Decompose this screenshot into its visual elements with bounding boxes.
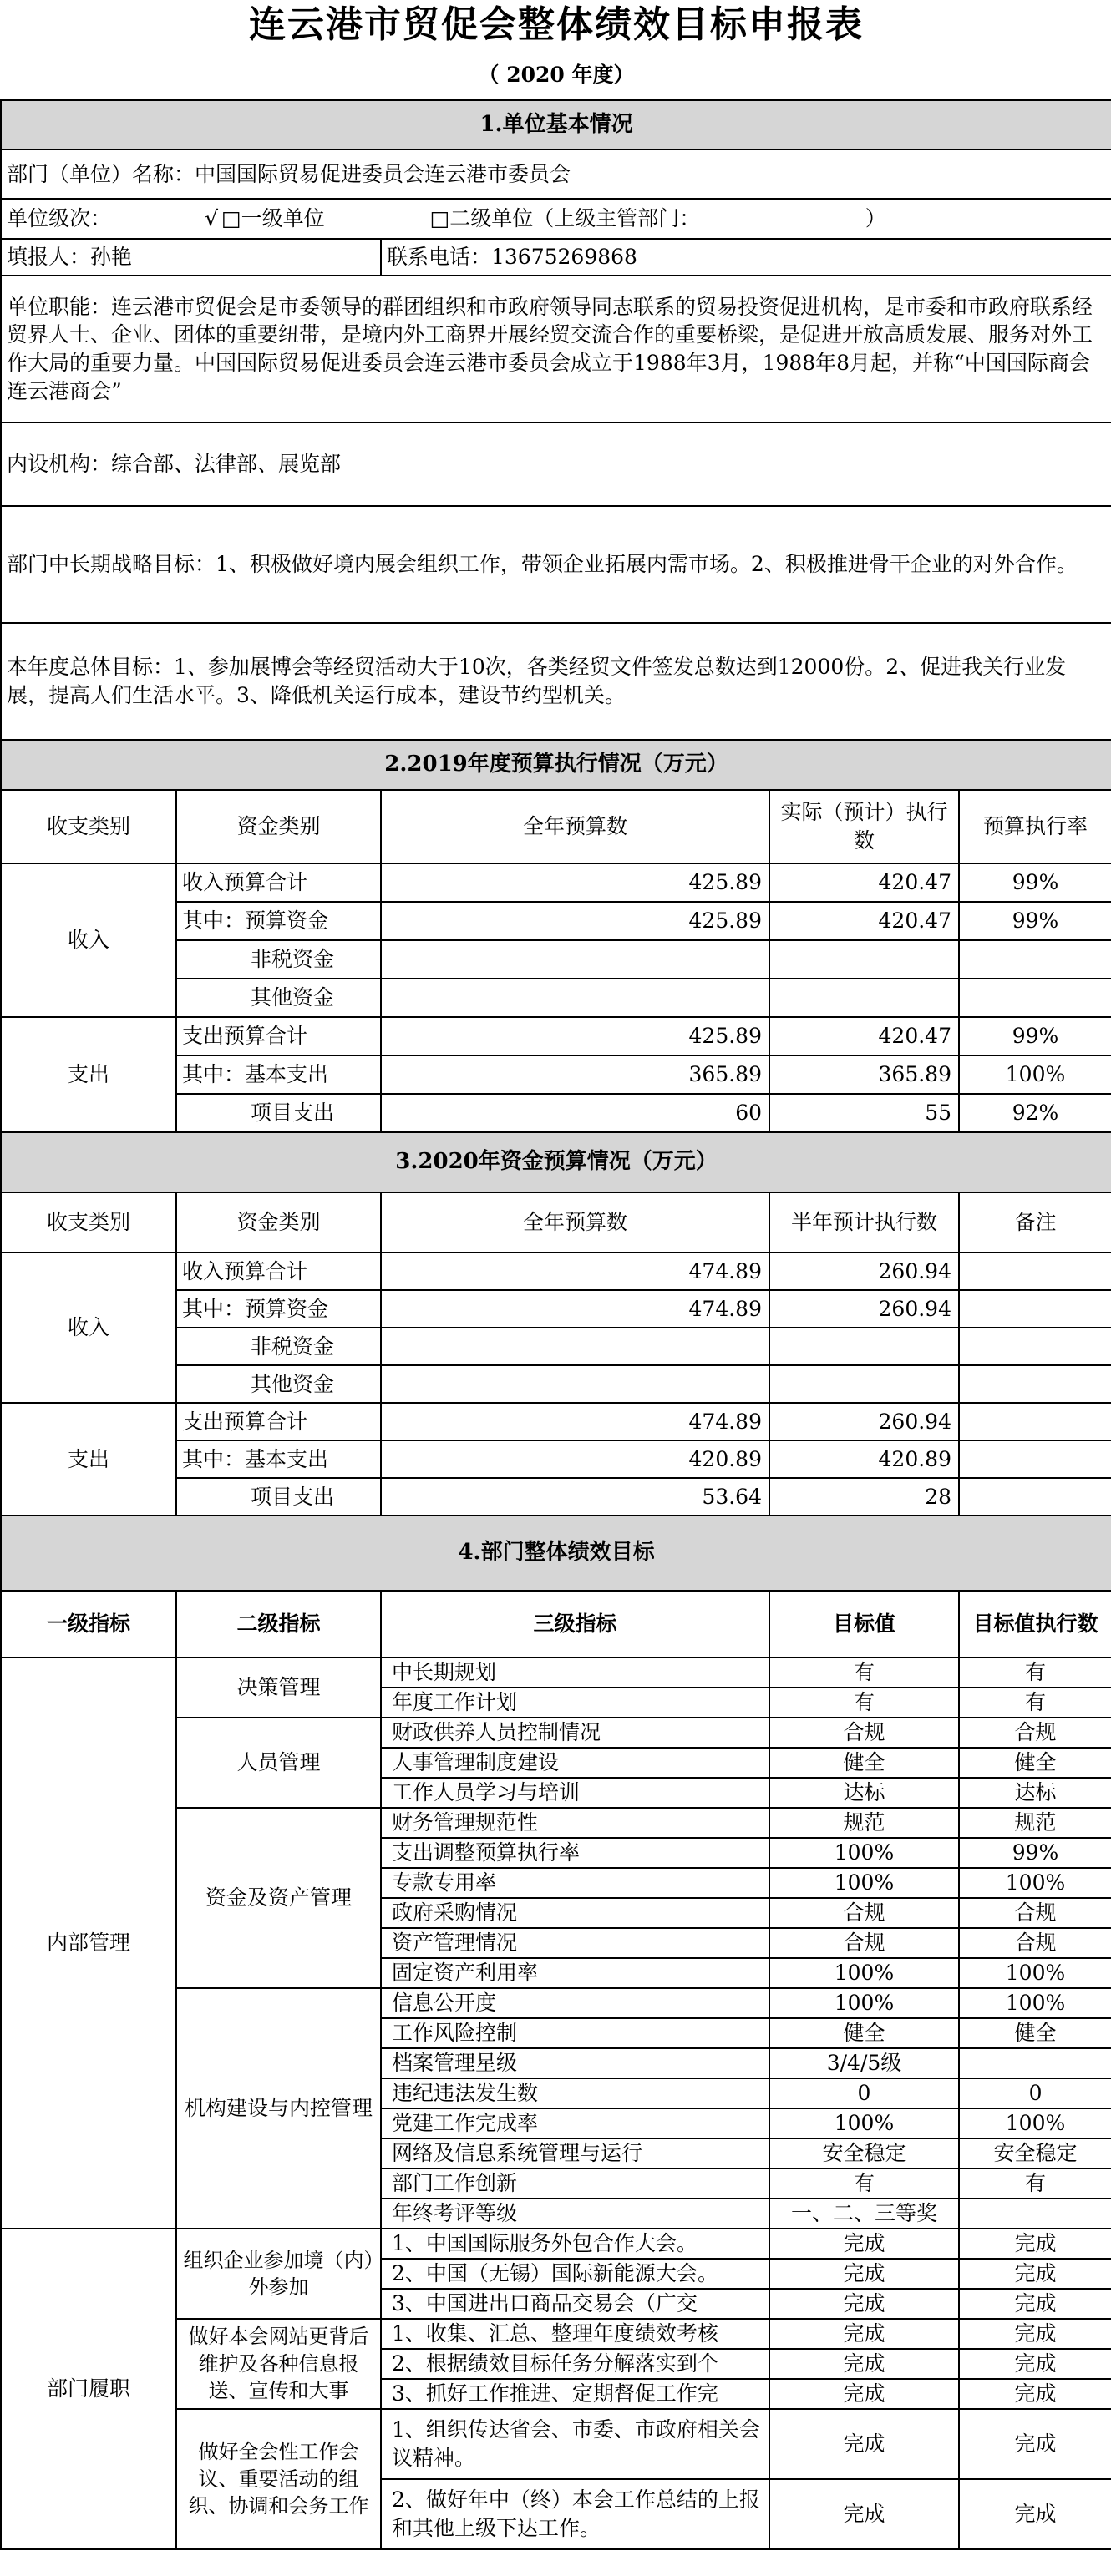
exec-value: 完成 — [959, 2479, 1111, 2549]
col-header: 收支类别 — [1, 790, 176, 863]
target-value: 完成 — [769, 2229, 959, 2259]
exec-value: 安全稳定 — [959, 2138, 1111, 2169]
year-line: （ 2020 年度） — [478, 62, 635, 87]
col-header: 收支类别 — [1, 1192, 176, 1253]
fund-type: 其中：预算资金 — [176, 902, 381, 940]
dept-name: 部门（单位）名称：中国国际贸易促进委员会连云港市委员会 — [1, 149, 1111, 199]
exec-rate: 99% — [959, 1017, 1111, 1055]
col-header: 目标值 — [769, 1591, 959, 1657]
exec-value: 100% — [959, 1868, 1111, 1898]
col-header: 目标值执行数 — [959, 1591, 1111, 1657]
l3-indicator: 档案管理星级 — [381, 2048, 769, 2078]
col-header: 资金类别 — [176, 1192, 381, 1253]
l3-indicator: 党建工作完成率 — [381, 2108, 769, 2138]
fund-type: 其他资金 — [176, 979, 381, 1017]
fund-type: 项目支出 — [176, 1094, 381, 1132]
fund-type: 项目支出 — [176, 1478, 381, 1516]
col-header: 全年预算数 — [381, 790, 769, 863]
expense-label: 支出 — [1, 1403, 176, 1516]
budget-value — [381, 940, 769, 979]
exec-value: 完成 — [959, 2289, 1111, 2319]
target-value: 3/4/5级 — [769, 2048, 959, 2078]
exec-value: 完成 — [959, 2349, 1111, 2379]
exec-rate: 99% — [959, 863, 1111, 902]
exec-value: 完成 — [959, 2379, 1111, 2409]
l2-indicator: 做好全会性工作会议、重要活动的组织、协调和会务工作 — [176, 2409, 381, 2549]
section-1-header: 1.单位基本情况 — [1, 100, 1111, 149]
filler-name: 填报人：孙艳 — [1, 239, 381, 276]
target-value: 合规 — [769, 1928, 959, 1958]
target-value: 完成 — [769, 2379, 959, 2409]
budget-value: 420.89 — [381, 1440, 769, 1478]
target-value: 完成 — [769, 2349, 959, 2379]
note-value — [959, 1478, 1111, 1516]
target-value: 健全 — [769, 2018, 959, 2048]
exec-value: 完成 — [959, 2409, 1111, 2479]
exec-value: 规范 — [959, 1808, 1111, 1838]
l3-indicator: 1、中国国际服务外包合作大会。 — [381, 2229, 769, 2259]
l2-indicator: 组织企业参加境（内）外参加 — [176, 2229, 381, 2319]
target-value: 有 — [769, 1688, 959, 1718]
l2-indicator: 机构建设与内控管理 — [176, 1988, 381, 2229]
col-header: 实际（预计）执行数 — [769, 790, 959, 863]
target-value: 有 — [769, 2169, 959, 2199]
actual-value: 420.47 — [769, 1017, 959, 1055]
budget-value — [381, 1365, 769, 1403]
target-value: 规范 — [769, 1808, 959, 1838]
l3-indicator: 年度工作计划 — [381, 1688, 769, 1718]
target-value: 完成 — [769, 2319, 959, 2349]
l3-indicator: 专款专用率 — [381, 1868, 769, 1898]
exec-value — [959, 2048, 1111, 2078]
exec-value: 99% — [959, 1838, 1111, 1868]
l3-indicator: 工作人员学习与培训 — [381, 1778, 769, 1808]
l3-indicator: 年终考评等级 — [381, 2199, 769, 2229]
section-2-header: 2.2019年度预算执行情况（万元） — [1, 740, 1111, 790]
l3-indicator: 1、组织传达省会、市委、市政府相关会议精神。 — [381, 2409, 769, 2479]
fund-type: 非税资金 — [176, 940, 381, 979]
col-header: 全年预算数 — [381, 1192, 769, 1253]
exec-value — [959, 2199, 1111, 2229]
target-value: 合规 — [769, 1898, 959, 1928]
target-value: 100% — [769, 1868, 959, 1898]
half-year-value: 260.94 — [769, 1253, 959, 1290]
target-value: 100% — [769, 2108, 959, 2138]
budget-value — [381, 1328, 769, 1365]
actual-value: 420.47 — [769, 902, 959, 940]
level-1-option: □一级单位 — [221, 206, 325, 231]
actual-value — [769, 979, 959, 1017]
l3-indicator: 支出调整预算执行率 — [381, 1838, 769, 1868]
note-value — [959, 1290, 1111, 1328]
budget-value: 474.89 — [381, 1253, 769, 1290]
target-value: 合规 — [769, 1718, 959, 1748]
l3-indicator: 固定资产利用率 — [381, 1958, 769, 1988]
l3-indicator: 财政供养人员控制情况 — [381, 1718, 769, 1748]
budget-value: 425.89 — [381, 863, 769, 902]
exec-value: 健全 — [959, 2018, 1111, 2048]
fund-type: 支出预算合计 — [176, 1017, 381, 1055]
l3-indicator: 网络及信息系统管理与运行 — [381, 2138, 769, 2169]
l3-indicator: 1、收集、汇总、整理年度绩效考核 — [381, 2319, 769, 2349]
l3-indicator: 中长期规划 — [381, 1657, 769, 1688]
target-value: 完成 — [769, 2259, 959, 2289]
budget-value: 474.89 — [381, 1403, 769, 1440]
actual-value: 55 — [769, 1094, 959, 1132]
contact-phone: 联系电话：13675269868 — [381, 239, 1111, 276]
unit-duties: 单位职能：连云港市贸促会是市委领导的群团组织和市政府领导同志联系的贸易投资促进机构，是市委和市政府联系经贸界人士、企业、团体的重要纽带，是境内外工商界开展经贸交流合作的重要桥梁，是促进开放高质发展、服务对外工作大局的重要力量。中国国际贸易促进委员会连云港市委员会成立于1988年3月，1988年8月起，并称“中国国际商会连云港商会” — [1, 276, 1111, 423]
budget-value: 60 — [381, 1094, 769, 1132]
col-header: 资金类别 — [176, 790, 381, 863]
income-label: 收入 — [1, 863, 176, 1017]
l3-indicator: 资产管理情况 — [381, 1928, 769, 1958]
budget-value: 365.89 — [381, 1055, 769, 1094]
col-header: 半年预计执行数 — [769, 1192, 959, 1253]
l2-indicator: 做好本会网站更背后维护及各种信息报送、宣传和大事 — [176, 2319, 381, 2409]
fund-type: 其他资金 — [176, 1365, 381, 1403]
l3-indicator: 3、抓好工作推进、定期督促工作完 — [381, 2379, 769, 2409]
exec-value: 达标 — [959, 1778, 1111, 1808]
target-value: 100% — [769, 1838, 959, 1868]
note-value — [959, 1253, 1111, 1290]
section-4-header: 4.部门整体绩效目标 — [1, 1516, 1111, 1591]
col-header: 三级指标 — [381, 1591, 769, 1657]
check-mark: √ — [205, 206, 219, 231]
level-2-option: □二级单位（上级主管部门： — [429, 206, 690, 231]
budget-value: 53.64 — [381, 1478, 769, 1516]
exec-value: 合规 — [959, 1718, 1111, 1748]
target-value: 一、二、三等奖 — [769, 2199, 959, 2229]
expense-label: 支出 — [1, 1017, 176, 1132]
target-value: 健全 — [769, 1748, 959, 1778]
l3-indicator: 信息公开度 — [381, 1988, 769, 2018]
actual-value: 420.47 — [769, 863, 959, 902]
exec-value: 有 — [959, 2169, 1111, 2199]
annual-goal: 本年度总体目标：1、参加展博会等经贸活动大于10次，各类经贸文件签发总数达到12000份。2、促进我关行业发展，提高人们生活水平。3、降低机关运行成本，建设节约型机关。 — [1, 623, 1111, 740]
l1-internal: 内部管理 — [1, 1657, 176, 2229]
note-value — [959, 1403, 1111, 1440]
internal-divisions: 内设机构：综合部、法律部、展览部 — [1, 423, 1111, 506]
target-value: 100% — [769, 1958, 959, 1988]
exec-value: 0 — [959, 2078, 1111, 2108]
exec-value: 100% — [959, 1988, 1111, 2018]
half-year-value — [769, 1328, 959, 1365]
target-value: 0 — [769, 2078, 959, 2108]
exec-value: 合规 — [959, 1898, 1111, 1928]
l2-indicator: 资金及资产管理 — [176, 1808, 381, 1988]
fund-type: 支出预算合计 — [176, 1403, 381, 1440]
l2-indicator: 决策管理 — [176, 1657, 381, 1718]
l3-indicator: 部门工作创新 — [381, 2169, 769, 2199]
half-year-value: 260.94 — [769, 1403, 959, 1440]
fund-type: 非税资金 — [176, 1328, 381, 1365]
l3-indicator: 财务管理规范性 — [381, 1808, 769, 1838]
target-value: 完成 — [769, 2289, 959, 2319]
target-value: 完成 — [769, 2409, 959, 2479]
exec-value: 有 — [959, 1688, 1111, 1718]
budget-value: 425.89 — [381, 1017, 769, 1055]
exec-value: 完成 — [959, 2319, 1111, 2349]
col-header: 二级指标 — [176, 1591, 381, 1657]
l3-indicator: 3、中国进出口商品交易会（广交 — [381, 2289, 769, 2319]
level-2-close: ） — [865, 206, 886, 231]
target-value: 完成 — [769, 2479, 959, 2549]
exec-value: 健全 — [959, 1748, 1111, 1778]
target-value: 100% — [769, 1988, 959, 2018]
col-header: 预算执行率 — [959, 790, 1111, 863]
fund-type: 收入预算合计 — [176, 1253, 381, 1290]
target-value: 达标 — [769, 1778, 959, 1808]
exec-rate: 100% — [959, 1055, 1111, 1094]
exec-rate — [959, 979, 1111, 1017]
half-year-value: 420.89 — [769, 1440, 959, 1478]
exec-value: 完成 — [959, 2259, 1111, 2289]
actual-value: 365.89 — [769, 1055, 959, 1094]
l3-indicator: 违纪违法发生数 — [381, 2078, 769, 2108]
l3-indicator: 政府采购情况 — [381, 1898, 769, 1928]
exec-rate — [959, 940, 1111, 979]
strategy-goal: 部门中长期战略目标：1、积极做好境内展会组织工作，带领企业拓展内需市场。2、积极推进骨干企业的对外合作。 — [1, 506, 1111, 623]
exec-rate: 92% — [959, 1094, 1111, 1132]
income-label: 收入 — [1, 1253, 176, 1403]
exec-rate: 99% — [959, 902, 1111, 940]
fund-type: 收入预算合计 — [176, 863, 381, 902]
half-year-value: 28 — [769, 1478, 959, 1516]
l2-indicator: 人员管理 — [176, 1718, 381, 1808]
fund-type: 其中：预算资金 — [176, 1290, 381, 1328]
fund-type: 其中：基本支出 — [176, 1440, 381, 1478]
budget-value: 425.89 — [381, 902, 769, 940]
note-value — [959, 1328, 1111, 1365]
half-year-value — [769, 1365, 959, 1403]
l3-indicator: 2、根据绩效目标任务分解落实到个 — [381, 2349, 769, 2379]
l3-indicator: 2、中国（无锡）国际新能源大会。 — [381, 2259, 769, 2289]
note-value — [959, 1365, 1111, 1403]
target-value: 安全稳定 — [769, 2138, 959, 2169]
exec-value: 有 — [959, 1657, 1111, 1688]
actual-value — [769, 940, 959, 979]
l3-indicator: 工作风险控制 — [381, 2018, 769, 2048]
l3-indicator: 2、做好年中（终）本会工作总结的上报和其他上级下达工作。 — [381, 2479, 769, 2549]
col-header: 一级指标 — [1, 1591, 176, 1657]
section-3-header: 3.2020年资金预算情况（万元） — [1, 1132, 1111, 1192]
exec-value: 完成 — [959, 2229, 1111, 2259]
l3-indicator: 人事管理制度建设 — [381, 1748, 769, 1778]
half-year-value: 260.94 — [769, 1290, 959, 1328]
note-value — [959, 1440, 1111, 1478]
col-header: 备注 — [959, 1192, 1111, 1253]
exec-value: 100% — [959, 1958, 1111, 1988]
budget-value — [381, 979, 769, 1017]
fund-type: 其中：基本支出 — [176, 1055, 381, 1094]
budget-value: 474.89 — [381, 1290, 769, 1328]
page-title: 连云港市贸促会整体绩效目标申报表 — [249, 3, 865, 47]
unit-level-row — [1, 199, 1111, 239]
exec-value: 100% — [959, 2108, 1111, 2138]
unit-level-label: 单位级次： — [7, 206, 112, 231]
target-value: 有 — [769, 1657, 959, 1688]
exec-value: 合规 — [959, 1928, 1111, 1958]
l1-duty: 部门履职 — [1, 2229, 176, 2549]
